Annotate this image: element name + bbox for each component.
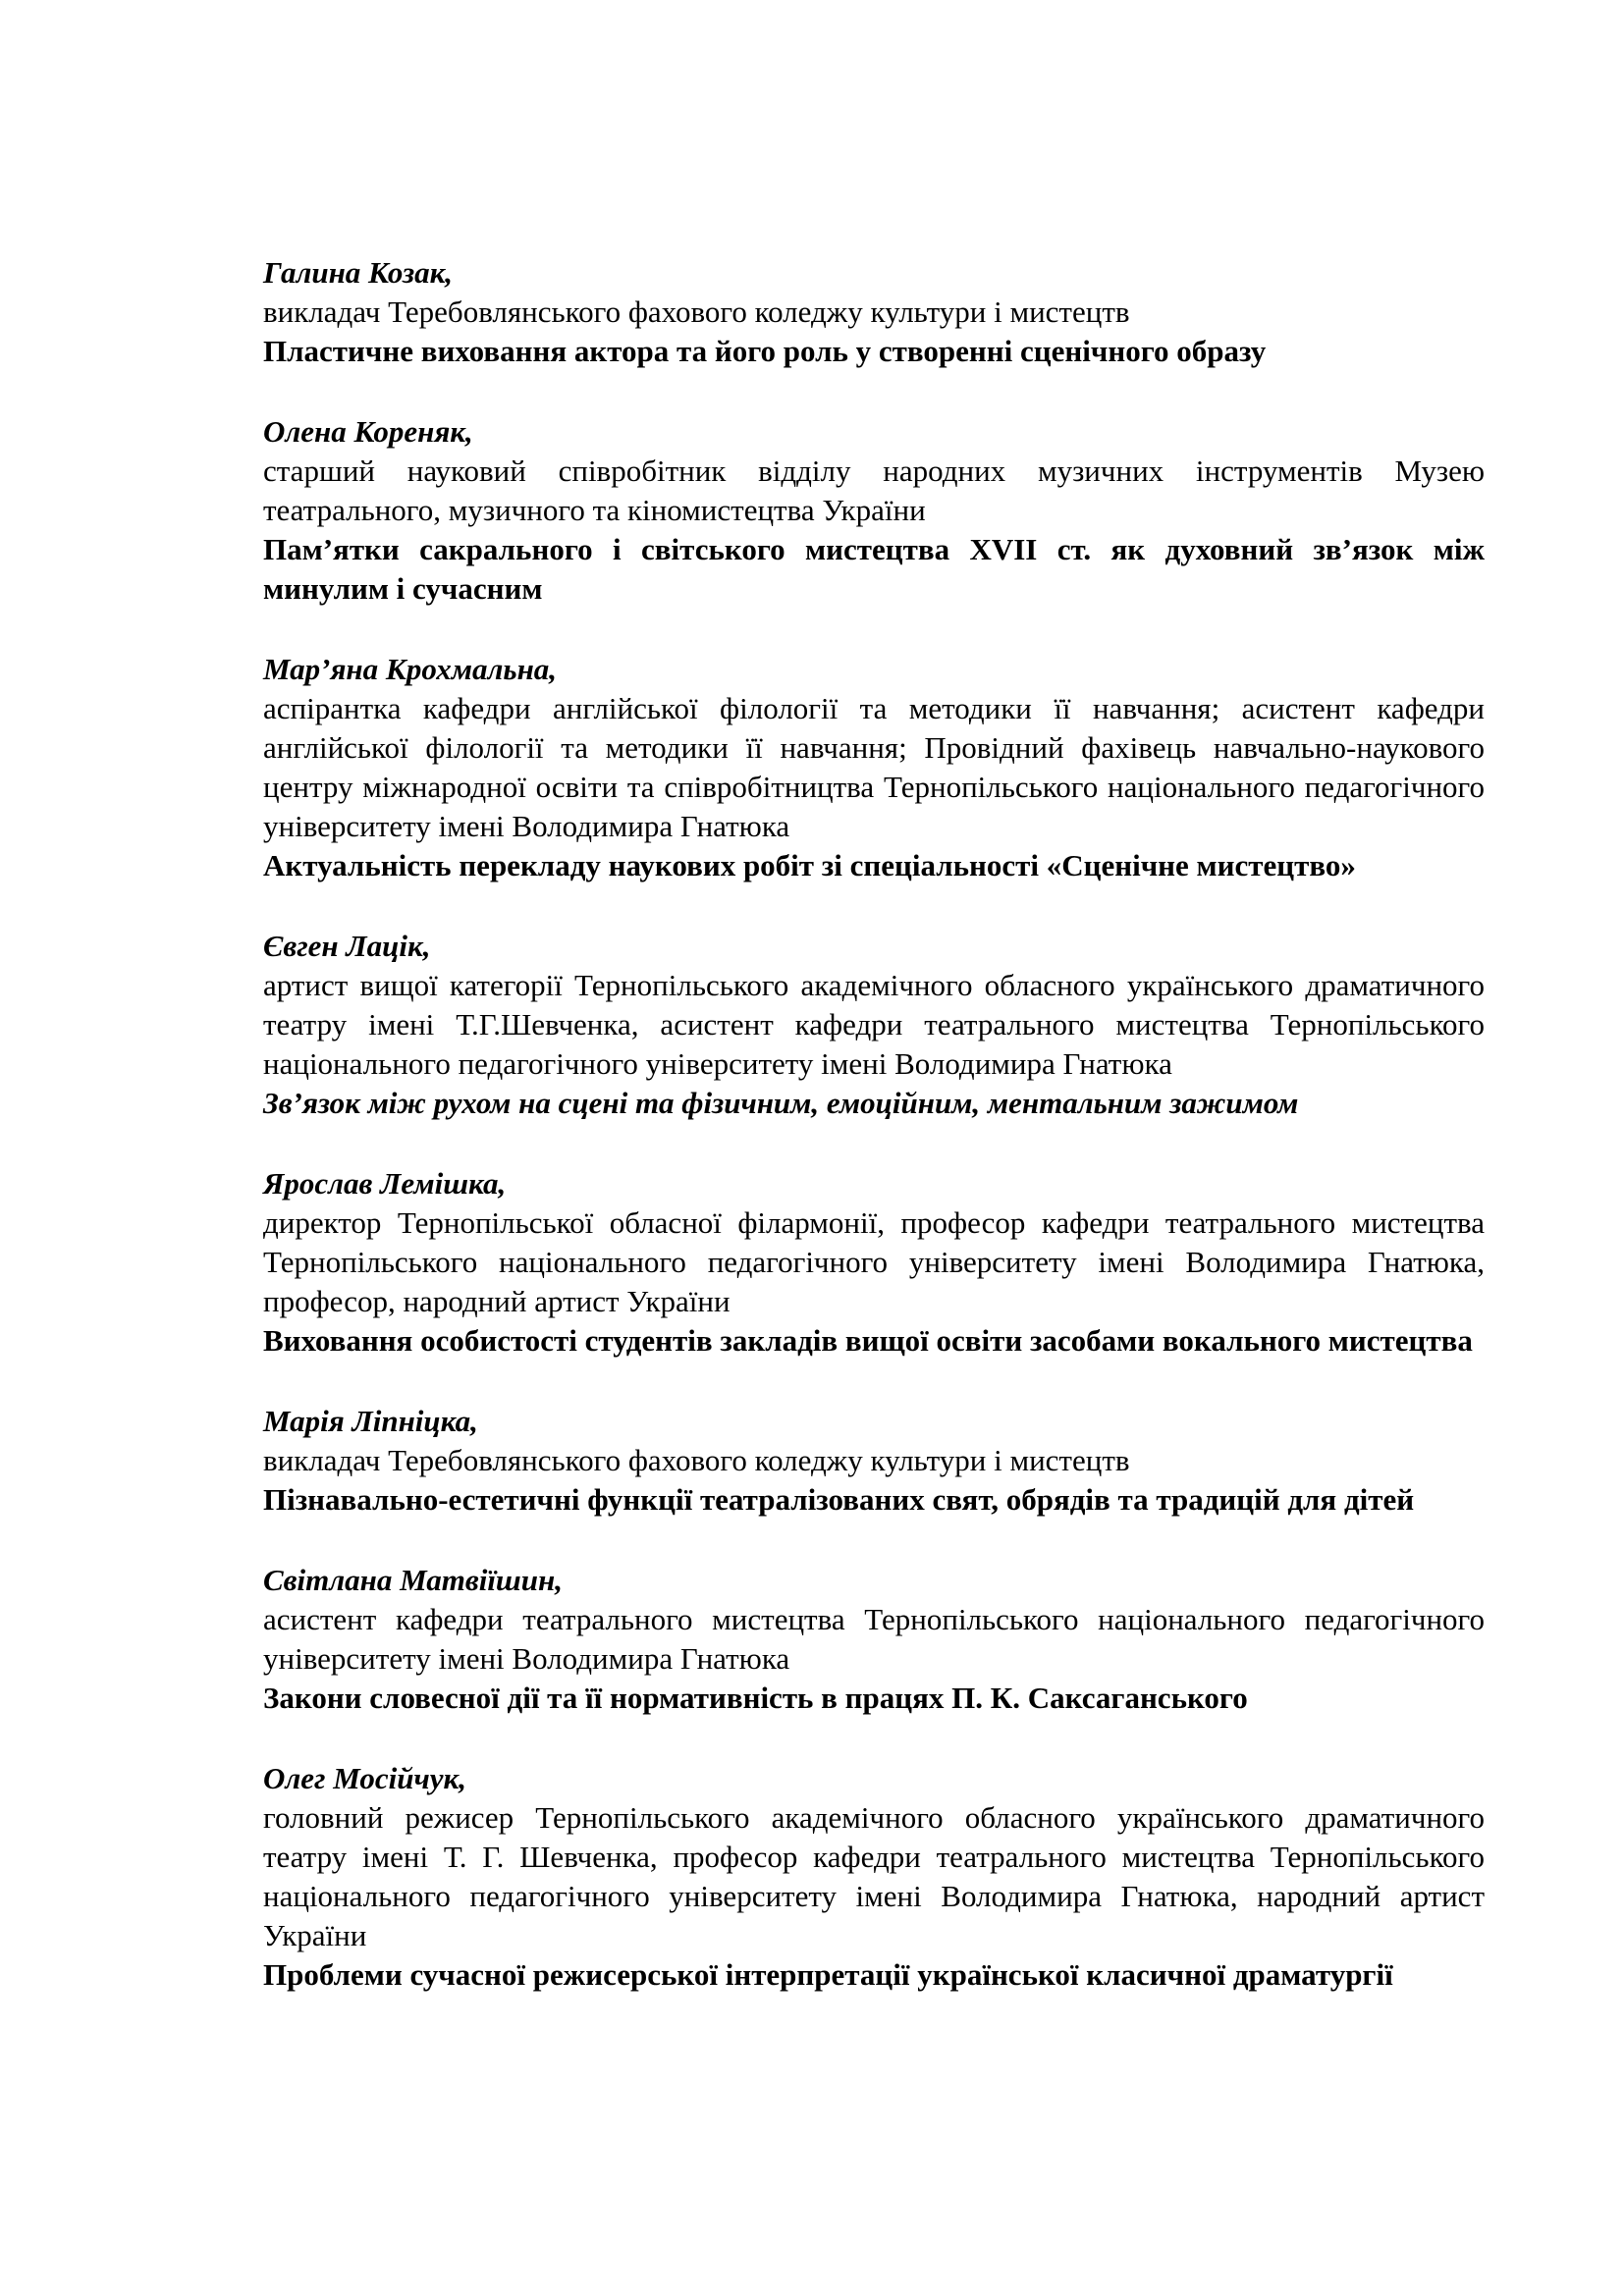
talk-title: Виховання особистості студентів закладів вищої освіти засобами вокального мистецтва bbox=[263, 1323, 1473, 1358]
speaker-name: Олена Кореняк, bbox=[263, 414, 473, 449]
program-entry bbox=[263, 253, 1485, 371]
speaker-affiliation: артист вищої категорії Тернопільського академічного обласного українського драматичного театру імені Т.Г.Шевченка, асистент кафедри театрального мистецтва Тернопільського національного педагогічного університету імені Володимира Гнатюка bbox=[263, 968, 1485, 1081]
speaker-affiliation: викладач Теребовлянського фахового коледжу культури і мистецтв bbox=[263, 1443, 1130, 1477]
speaker-name: Ярослав Лемішка, bbox=[263, 1166, 507, 1201]
program-entry bbox=[263, 927, 1485, 1123]
program-entry bbox=[263, 1561, 1485, 1718]
speaker-affiliation: головний режисер Тернопільського академічного обласного українського драматичного театру імені Т. Г. Шевченка, професор кафедри театрального мистецтва Тернопільського національного педагогічного університету імені Володимира Гнатюка, народний артист України bbox=[263, 1800, 1485, 1952]
program-entry bbox=[263, 1759, 1485, 1995]
talk-title: Проблеми сучасної режисерської інтерпретації української класичної драматургії bbox=[263, 1957, 1393, 1992]
speaker-affiliation: старший науковий співробітник відділу народних музичних інструментів Музею театрального, музичного та кіномистецтва України bbox=[263, 454, 1485, 527]
program-entry bbox=[263, 1164, 1485, 1361]
talk-title: Пластичне виховання актора та його роль у створенні сценічного образу bbox=[263, 334, 1267, 368]
speaker-affiliation: викладач Теребовлянського фахового коледжу культури і мистецтв bbox=[263, 294, 1130, 329]
talk-title: Зв’язок між рухом на сцені та фізичним, емоційним, ментальним зажимом bbox=[263, 1086, 1299, 1120]
speaker-name: Марія Ліпніцка, bbox=[263, 1404, 478, 1438]
talk-title: Закони словесної дії та її нормативність в працях П. К. Саксаганського bbox=[263, 1681, 1248, 1715]
program-page bbox=[263, 253, 1485, 1995]
talk-title: Актуальність перекладу наукових робіт зі спеціальності «Сценічне мистецтво» bbox=[263, 848, 1356, 882]
speaker-name: Світлана Матвіїшин, bbox=[263, 1563, 563, 1597]
program-entry bbox=[263, 650, 1485, 885]
speaker-affiliation: аспірантка кафедри англійської філології та методики її навчання; асистент кафедри англійської філології та методики її навчання; Провідний фахівець навчально-наукового центру міжнародної освіти та співробітництва Тернопільського національного педагогічного університету імені Володимира Гнатюка bbox=[263, 691, 1485, 843]
program-entry bbox=[263, 412, 1485, 609]
talk-title: Пізнавально-естетичні функції театралізованих свят, обрядів та традицій для дітей bbox=[263, 1482, 1415, 1517]
speaker-affiliation: асистент кафедри театрального мистецтва Тернопільського національного педагогічного університету імені Володимира Гнатюка bbox=[263, 1602, 1485, 1676]
speaker-name: Мар’яна Крохмальна, bbox=[263, 652, 558, 686]
speaker-name: Євген Лацік, bbox=[263, 929, 431, 963]
speaker-affiliation: директор Тернопільської обласної філармонії, професор кафедри театрального мистецтва Тернопільського національного педагогічного університету імені Володимира Гнатюка, професор, народний артист України bbox=[263, 1205, 1485, 1318]
speaker-name: Галина Козак, bbox=[263, 255, 454, 290]
program-entry bbox=[263, 1402, 1485, 1520]
talk-title: Пам’ятки сакрального і світського мистецтва XVII ст. як духовний зв’язок між минулим і сучасним bbox=[263, 532, 1485, 606]
speaker-name: Олег Мосійчук, bbox=[263, 1761, 466, 1795]
